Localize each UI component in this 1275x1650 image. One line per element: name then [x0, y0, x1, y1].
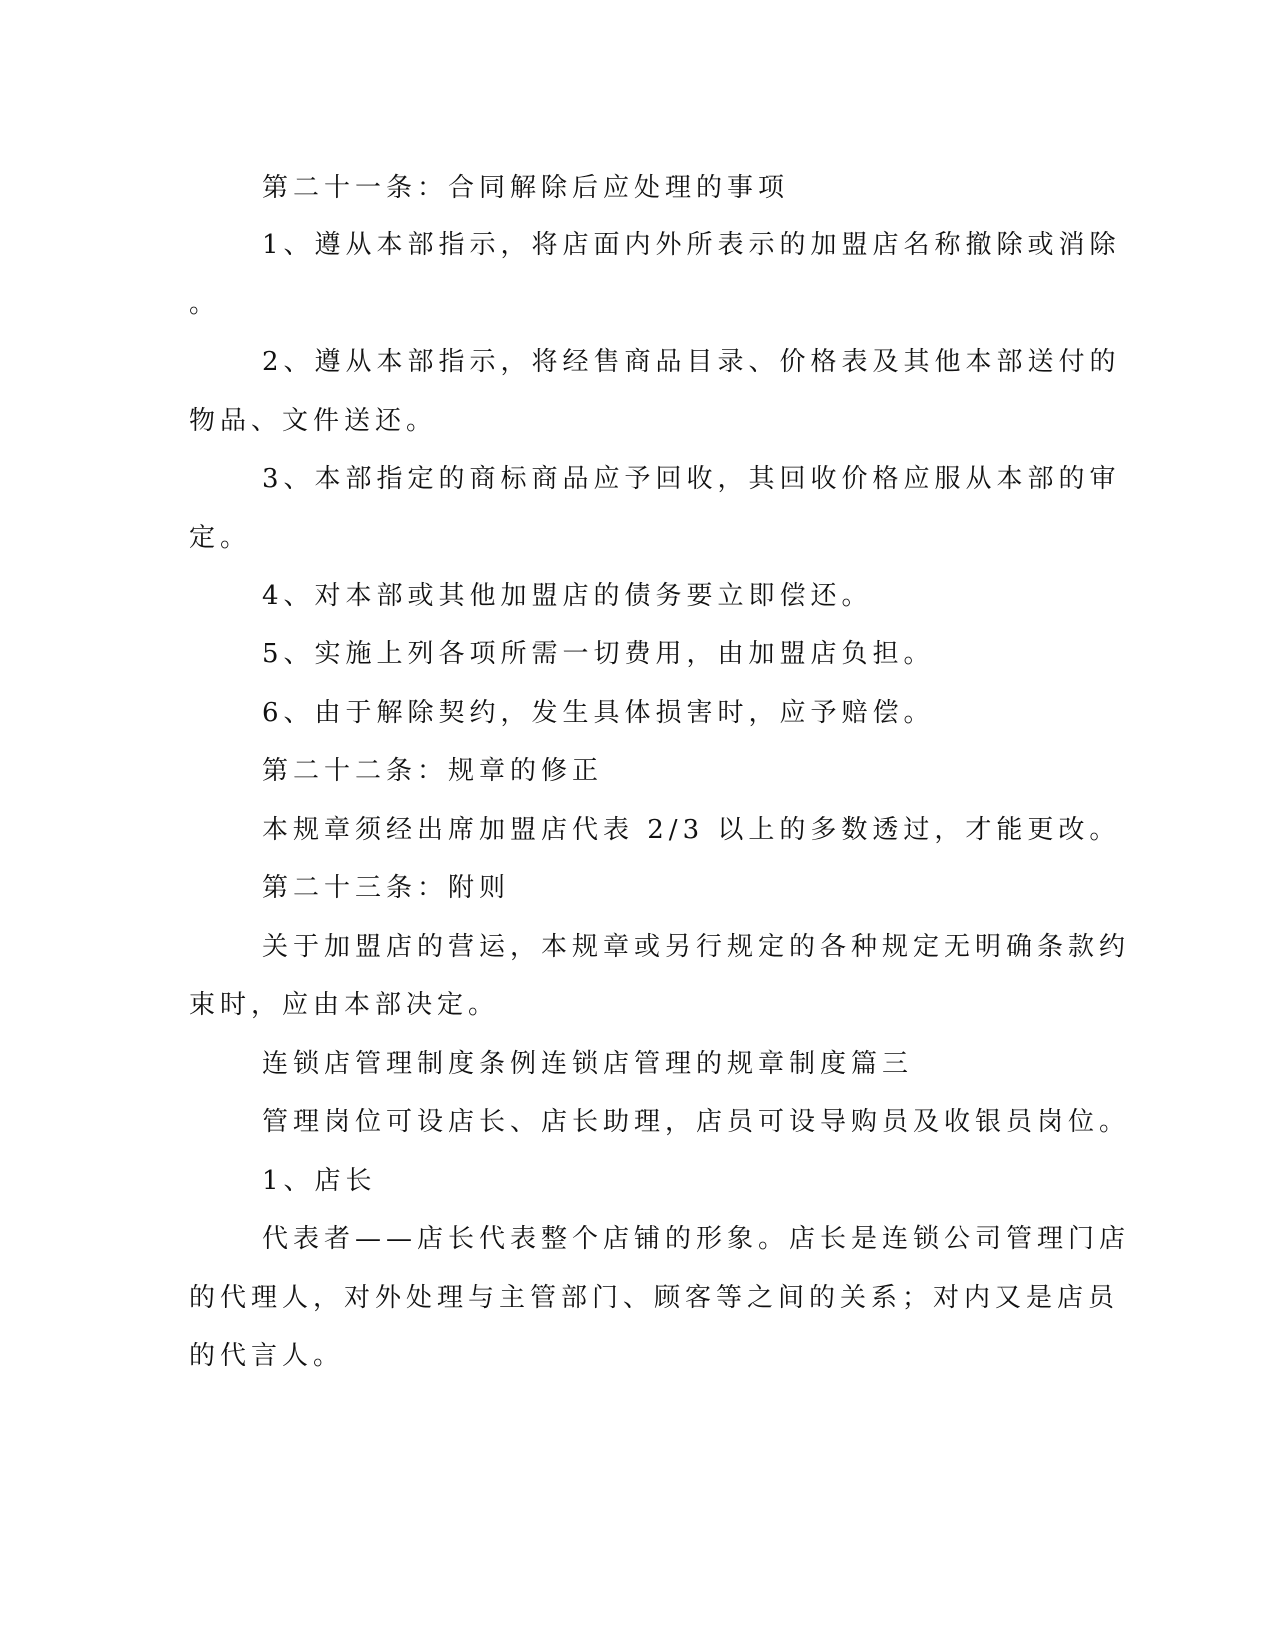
- article-21-heading: 第二十一条：合同解除后应处理的事项: [262, 173, 790, 203]
- paragraph-line: 1、遵从本部指示，将店面内外所表示的加盟店名称撤除或消除: [262, 230, 1121, 260]
- paragraph-line: 关于加盟店的营运，本规章或另行规定的各种规定无明确条款约: [262, 932, 1131, 962]
- paragraph-line: 代表者——店长代表整个店铺的形象。店长是连锁公司管理门店: [262, 1224, 1131, 1254]
- paragraph-line: 5、实施上列各项所需一切费用，由加盟店负担。: [262, 639, 935, 669]
- paragraph-line: 6、由于解除契约，发生具体损害时，应予赔偿。: [262, 698, 935, 728]
- paragraph-line: 3、本部指定的商标商品应予回收，其回收价格应服从本部的审: [262, 464, 1121, 494]
- paragraph-line: 管理岗位可设店长、店长助理，店员可设导购员及收银员岗位。: [262, 1107, 1131, 1137]
- paragraph-line: 物品、文件送还。: [189, 406, 438, 436]
- paragraph-line: 定。: [189, 523, 252, 553]
- paragraph-line: 4、对本部或其他加盟店的债务要立即偿还。: [262, 581, 873, 611]
- article-23-heading: 第二十三条：附则: [262, 873, 511, 903]
- paragraph-line: 。: [189, 289, 221, 319]
- paragraph-line: 2、遵从本部指示，将经售商品目录、价格表及其他本部送付的: [262, 347, 1121, 377]
- paragraph-line: 本规章须经出席加盟店代表 2/3 以上的多数透过，才能更改。: [262, 815, 1121, 845]
- paragraph-line: 束时，应由本部决定。: [189, 990, 500, 1020]
- list-item-heading: 1、店长: [262, 1166, 377, 1196]
- article-22-heading: 第二十二条：规章的修正: [262, 756, 604, 786]
- section-title: 连锁店管理制度条例连锁店管理的规章制度篇三: [262, 1049, 914, 1079]
- paragraph-line: 的代理人，对外处理与主管部门、顾客等之间的关系；对内又是店员: [189, 1283, 1120, 1313]
- paragraph-line: 的代言人。: [189, 1341, 345, 1371]
